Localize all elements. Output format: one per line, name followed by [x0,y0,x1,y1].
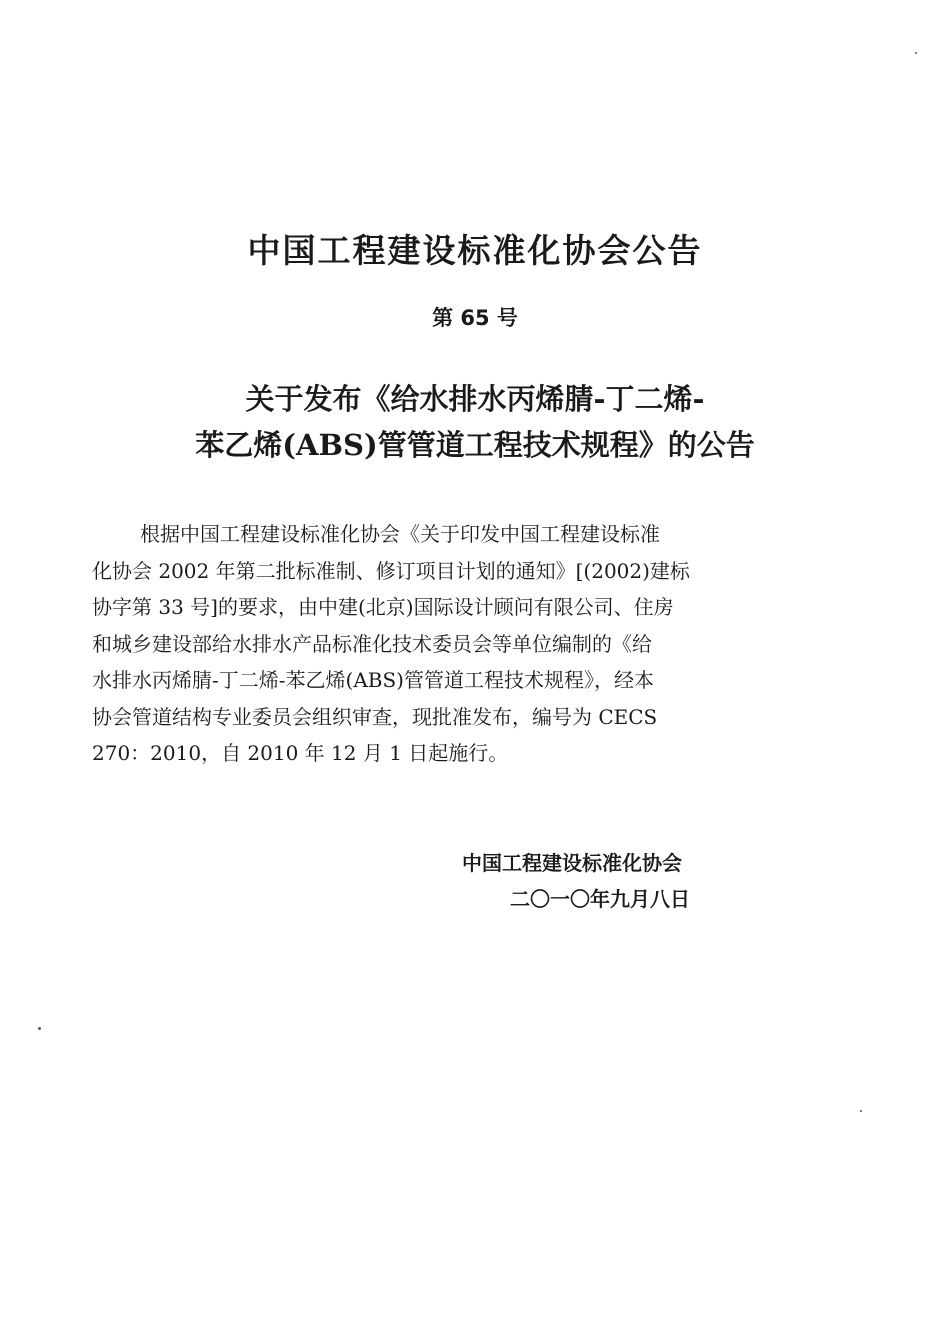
body-line: 和城乡建设部给水排水产品标准化技术委员会等单位编制的《给 [92,631,652,656]
scan-speck [860,1110,862,1112]
announcement-body [92,516,782,772]
announcement-title: 中国工程建设标准化协会公告 [247,231,703,270]
scan-speck [915,52,917,54]
announcement-number: 第 65 号 [432,306,518,330]
body-line: 化协会 2002 年第二批标准制、修订项目计划的通知》[(2002)建标 [92,558,690,583]
scan-speck [38,1027,41,1030]
body-line: 水排水丙烯腈-丁二烯-苯乙烯(ABS)管管道工程技术规程》，经本 [92,668,654,692]
body-line: 270：2010，自 2010 年 12 月 1 日起施行。 [92,741,509,765]
body-line: 协会管道结构专业委员会组织审查，现批准发布，编号为 CECS [92,704,658,729]
issuing-organization: 中国工程建设标准化协会 [462,851,682,875]
body-line: 根据中国工程建设标准化协会《关于印发中国工程建设标准 [140,522,660,546]
subject-line: 苯乙烯(ABS)管管道工程技术规程》的公告 [195,428,755,462]
issue-date: 二〇一〇年九月八日 [510,887,690,911]
announcement-subject [100,376,850,468]
signature-block [462,845,762,917]
body-line: 协字第 33 号]的要求，由中建(北京)国际设计顾问有限公司、住房 [92,595,674,619]
subject-line: 关于发布《给水排水丙烯腈-丁二烯- [245,382,705,416]
